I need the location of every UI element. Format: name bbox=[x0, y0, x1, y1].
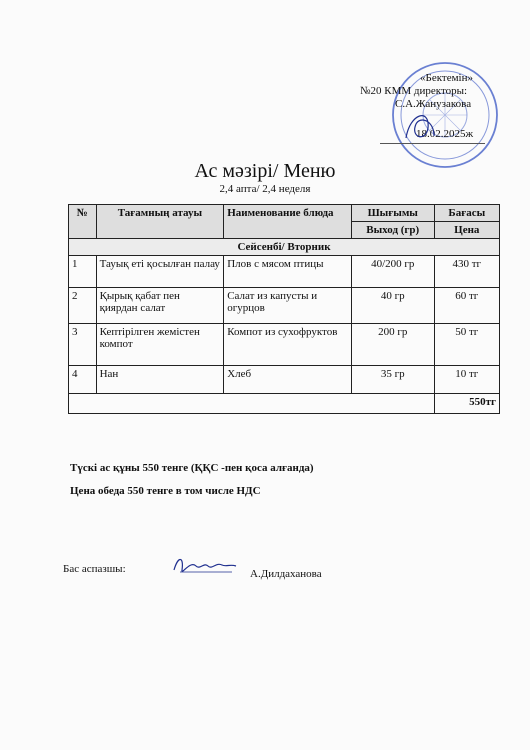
row-qty: 200 гр bbox=[351, 324, 434, 366]
approval-position: №20 КММ директоры: bbox=[360, 85, 468, 97]
row-num: 2 bbox=[69, 288, 97, 324]
date-underline bbox=[380, 143, 485, 144]
approval-date: 18.02.2025ж bbox=[416, 128, 474, 140]
row-qty: 35 гр bbox=[351, 366, 434, 394]
chef-label: Бас аспазшы: bbox=[63, 563, 126, 575]
row-price: 10 тг bbox=[434, 366, 499, 394]
approval-director: С.А.Жанузакова bbox=[395, 98, 472, 110]
row-name-ru: Салат из капусты и огурцов bbox=[224, 288, 352, 324]
table-row bbox=[69, 288, 500, 324]
row-qty: 40 гр bbox=[351, 288, 434, 324]
table-row bbox=[69, 256, 500, 288]
row-name-kk: Қырық қабат пен қиярдан салат bbox=[96, 288, 224, 324]
header-price-kk: Бағасы bbox=[434, 205, 499, 222]
total-row bbox=[69, 394, 500, 414]
price-note-kk: Түскі ас құны 550 тенге (ҚҚС -пен қоса алғанда) bbox=[70, 462, 314, 474]
page-subtitle: 2,4 апта/ 2,4 неделя bbox=[219, 183, 311, 195]
table-header-row bbox=[69, 205, 500, 222]
row-qty: 40/200 гр bbox=[351, 256, 434, 288]
total-spacer bbox=[69, 394, 435, 414]
page-title: Ас мәзірі/ Меню bbox=[194, 160, 336, 182]
row-name-kk: Тауық еті қосылған палау bbox=[96, 256, 224, 288]
menu-table bbox=[68, 204, 500, 414]
day-row bbox=[69, 239, 500, 256]
chef-signature bbox=[170, 552, 240, 580]
director-signature bbox=[400, 108, 440, 148]
approval-org: «Бектемін» bbox=[420, 72, 473, 84]
table-row bbox=[69, 324, 500, 366]
row-num: 3 bbox=[69, 324, 97, 366]
row-name-kk: Нан bbox=[96, 366, 224, 394]
day-label: Сейсенбі/ Вторник bbox=[69, 239, 500, 256]
row-num: 4 bbox=[69, 366, 97, 394]
price-note-ru: Цена обеда 550 тенге в том числе НДС bbox=[70, 485, 261, 497]
row-price: 50 тг bbox=[434, 324, 499, 366]
row-name-ru: Компот из сухофруктов bbox=[224, 324, 352, 366]
row-price: 430 тг bbox=[434, 256, 499, 288]
header-yield-kk: Шығымы bbox=[351, 205, 434, 222]
row-num: 1 bbox=[69, 256, 97, 288]
header-yield-ru: Выход (гр) bbox=[351, 222, 434, 239]
row-name-kk: Кептірілген жемістен компот bbox=[96, 324, 224, 366]
row-name-ru: Хлеб bbox=[224, 366, 352, 394]
header-name-kk: Тағамның атауы bbox=[96, 205, 224, 239]
header-price-ru: Цена bbox=[434, 222, 499, 239]
header-num: № bbox=[69, 205, 97, 239]
chef-name: А.Дилдаханова bbox=[250, 568, 322, 580]
header-name-ru: Наименование блюда bbox=[224, 205, 352, 239]
row-price: 60 тг bbox=[434, 288, 499, 324]
table-row bbox=[69, 366, 500, 394]
total-value: 550тг bbox=[434, 394, 499, 414]
row-name-ru: Плов с мясом птицы bbox=[224, 256, 352, 288]
